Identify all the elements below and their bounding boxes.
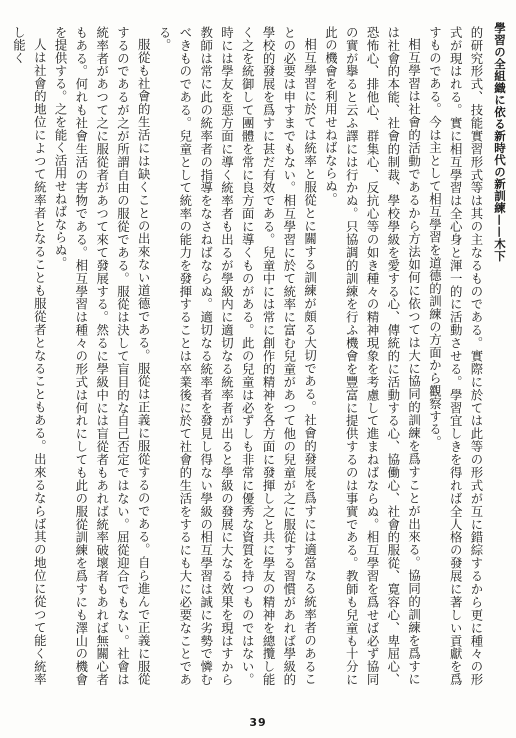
paragraph-1: 的研究形式、技能實習形式等は其の主なるものである。實際に於ては此等の形式が互に錯綜するから更に種々の形式が現はれる。實に相互學習は全心身と渾一的に活動させる。學習宜しきを得れば全人格の發展に著しい貢獻を爲すものである。今は主として相互學習を道德的訓練の方面から觀察する。 xyxy=(427,26,484,686)
paragraph-4: 服從も社會的生活には缺くことの出來ない道德である。服從は正義に服從するのである。自ら進んで正義に服從するのであるが之が所謂自由の服從である。服從は決して盲目的な自己否定ではない。屈從迎合でもない。社會は統率者があつて之に服從者があつて來て發展する。然るに學級中には盲從者もあれば統率破壞者もあれば無關心者もある。何れも社會生活の害物である。相互學習は種々の形式は何れにしても此の服從訓練を爲すにも澤山の機會を提供する。之を能く活用せねばならぬ。 xyxy=(53,26,152,686)
body-text xyxy=(11,26,486,686)
running-head: 學習の全組織に依る新時代の新訓練——木下 xyxy=(493,22,507,262)
paragraph-2: 相互學習は社會的活動であるから方法如何に依つては大に協同的訓練を爲すことが出來る。協同的訓練を爲すには社會的本能、社會的制裁、學校學級を愛する心、傳統的に活動する心、協働心、社會的服從、寛容心、卑屈心、恐怖心、排他心、群集心、反抗心等の如き種々の精神現象を考慮して進まねばならぬ。相互學習を爲せば必ず協同の實が擧ると云ふ譯には行かぬ。只協調的訓練を行ふ機會を豐富に提供するのは事實である。教師も兒童も十分に此の機會を利用せねばならぬ。 xyxy=(323,26,422,686)
page-number: 39 xyxy=(249,716,267,729)
paragraph-5: 人は社會的地位によつて統率者となることも服從者となることもある。出來るならば其の地位に從つて能く統率し能く xyxy=(11,26,48,686)
paragraph-3: 相互學習に於ては統率と服從とに關する訓練が頗る大切である。社會的發展を爲すには適當なる統率者のあることの必要は申すまでもない。相互學習に於て統率に富む兒童があつて他の兒童が之に服從する習慣があれば學級的學校的發展を爲すに甚だ有效である。兒童中には常に創作的精神を各方面に發揮し之と共に學友の精神を總攬し能く之を統御して團體を常に良方面に導くものがある。此の兒童は必ずしも非常に優秀な資質を持つものではない。時には學友を惡方面に導く統率者も出るが學級内に適切なる統率者が出ると學級の發展に大なる效果を現はすから教師は常に此の統率者の指導をなさねばならぬ。適切なる統率者を發見し得ない學級の相互學習は誠に劣勢で憐むべきものである。兒童として統率の能力を發揮することは卒業後に於て社會的生活をするにも大に必要なことである。 xyxy=(157,26,318,686)
